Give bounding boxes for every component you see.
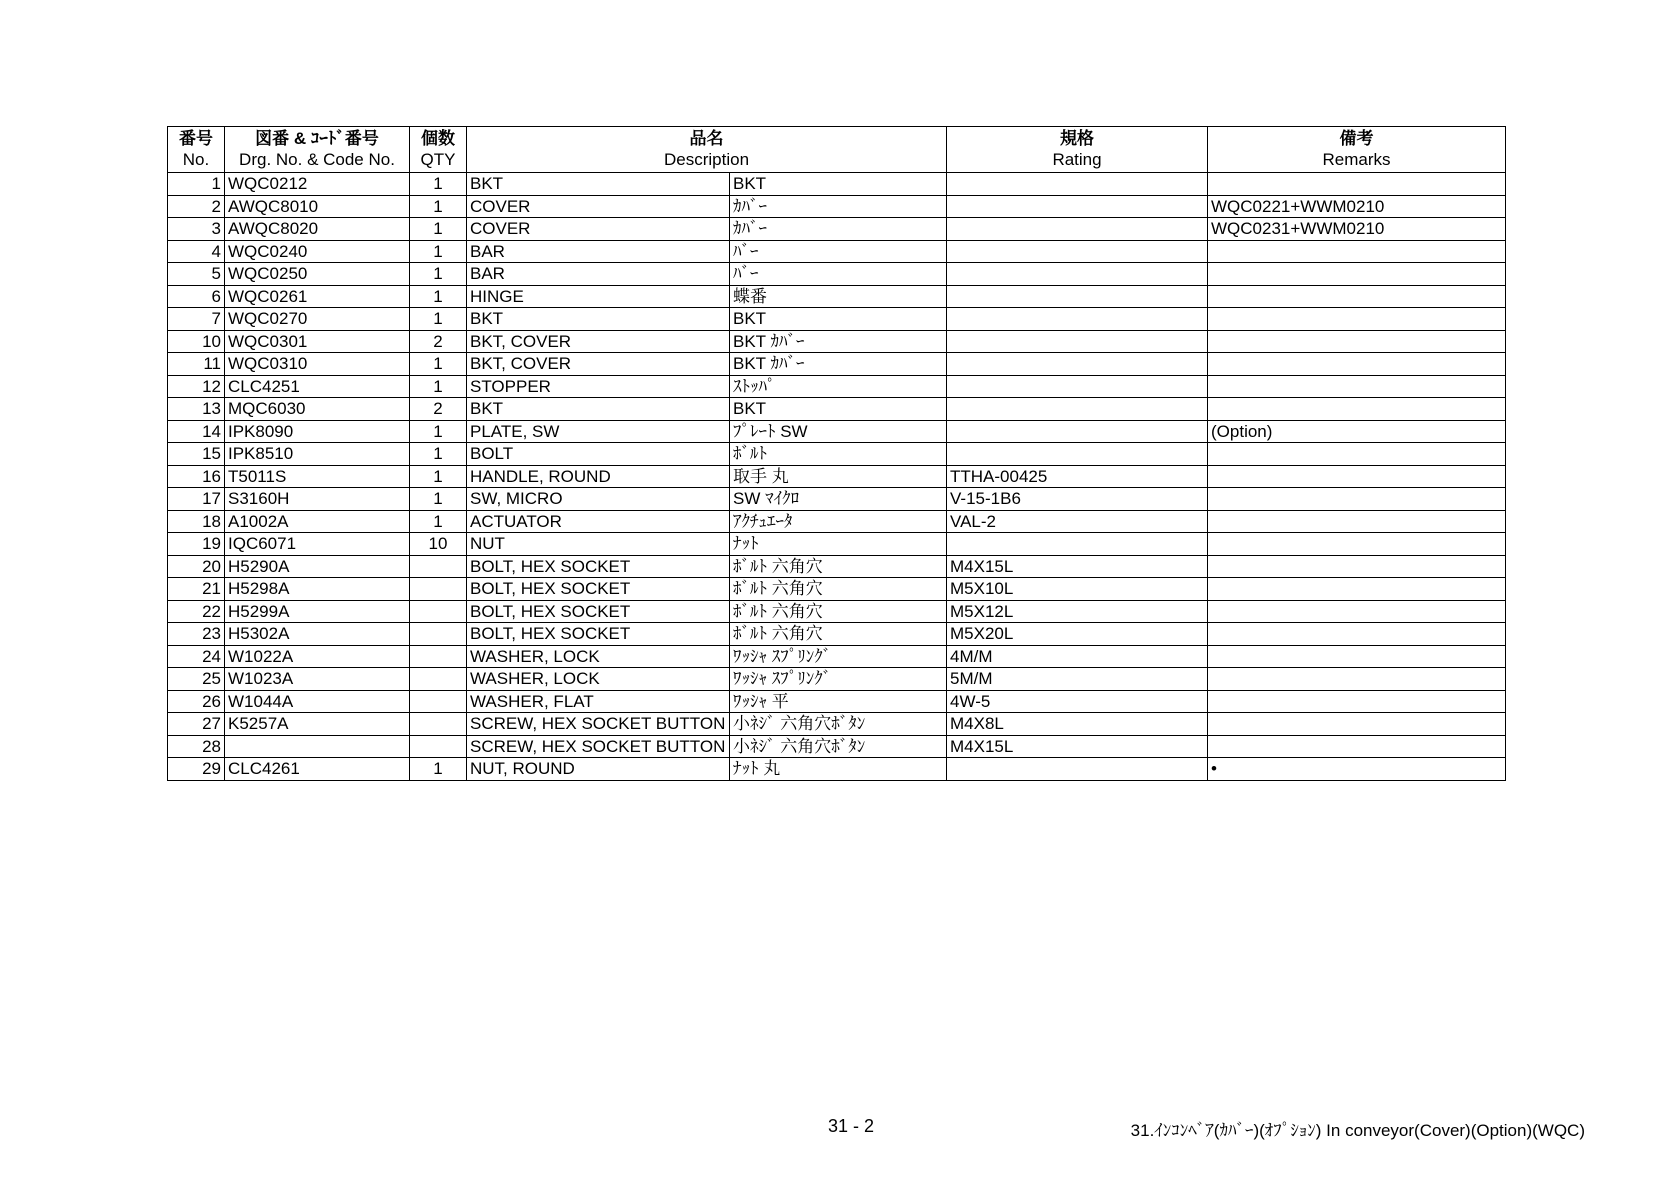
cell-remarks [1208,285,1506,308]
cell-remarks [1208,443,1506,466]
table-row [168,713,1506,736]
cell-desc-jp: ｱｸﾁｭｴｰﾀ [730,510,947,533]
cell-remarks [1208,173,1506,196]
cell-rating [947,533,1208,556]
cell-desc-en: STOPPER [467,375,730,398]
cell-code: H5290A [225,555,410,578]
cell-desc-en: BKT, COVER [467,353,730,376]
header-remarks-jp: 備考 [1339,129,1374,148]
table-row [168,375,1506,398]
cell-remarks [1208,668,1506,691]
cell-remarks: WQC0231+WWM0210 [1208,218,1506,241]
header-no [168,127,225,173]
cell-desc-jp: BKT [730,308,947,331]
cell-no: 24 [168,645,225,668]
cell-no: 10 [168,330,225,353]
cell-desc-jp: ﾊﾞｰ [730,240,947,263]
cell-rating: 4M/M [947,645,1208,668]
cell-rating: M4X15L [947,555,1208,578]
header-rating-jp: 規格 [1060,129,1095,148]
cell-qty [410,668,467,691]
cell-code: WQC0250 [225,263,410,286]
cell-code: W1022A [225,645,410,668]
cell-qty: 1 [410,308,467,331]
cell-rating [947,195,1208,218]
cell-remarks [1208,713,1506,736]
cell-desc-en: SCREW, HEX SOCKET BUTTON [467,713,730,736]
cell-remarks [1208,578,1506,601]
cell-desc-jp: BKT ｶﾊﾞｰ [730,330,947,353]
table-row [168,195,1506,218]
cell-rating [947,443,1208,466]
cell-code: MQC6030 [225,398,410,421]
table-row [168,488,1506,511]
cell-qty [410,623,467,646]
cell-qty: 1 [410,443,467,466]
cell-code [225,735,410,758]
table-row [168,533,1506,556]
cell-remarks [1208,465,1506,488]
table-row [168,623,1506,646]
header-description [467,127,947,173]
cell-no: 28 [168,735,225,758]
cell-code: WQC0240 [225,240,410,263]
cell-rating [947,285,1208,308]
cell-desc-jp: ﾜｯｼｬ 平 [730,690,947,713]
cell-desc-jp: BKT ｶﾊﾞｰ [730,353,947,376]
cell-no: 12 [168,375,225,398]
cell-desc-en: COVER [467,218,730,241]
cell-remarks [1208,375,1506,398]
cell-desc-jp: BKT [730,398,947,421]
cell-code: CLC4261 [225,758,410,781]
cell-desc-en: NUT, ROUND [467,758,730,781]
cell-code: A1002A [225,510,410,533]
header-rating-en: Rating [1052,150,1102,169]
cell-code: IPK8510 [225,443,410,466]
cell-remarks [1208,330,1506,353]
cell-remarks [1208,263,1506,286]
table-row [168,465,1506,488]
cell-desc-jp: 小ﾈｼﾞ 六角穴ﾎﾞﾀﾝ [730,735,947,758]
cell-code: W1044A [225,690,410,713]
cell-rating: M5X10L [947,578,1208,601]
cell-qty [410,578,467,601]
cell-rating: 4W-5 [947,690,1208,713]
header-rating [947,127,1208,173]
table-row [168,555,1506,578]
cell-remarks [1208,398,1506,421]
header-code-jp: 図番 & ｺｰﾄﾞ番号 [255,129,379,148]
table-row [168,398,1506,421]
header-remarks-en: Remarks [1322,150,1391,169]
cell-desc-jp: 取手 丸 [730,465,947,488]
cell-code: T5011S [225,465,410,488]
cell-desc-en: ACTUATOR [467,510,730,533]
cell-desc-en: BKT [467,173,730,196]
cell-rating: TTHA-00425 [947,465,1208,488]
cell-remarks [1208,600,1506,623]
cell-code: WQC0301 [225,330,410,353]
cell-rating: V-15-1B6 [947,488,1208,511]
cell-desc-jp: BKT [730,173,947,196]
cell-remarks [1208,353,1506,376]
table-row [168,308,1506,331]
cell-qty: 1 [410,510,467,533]
cell-desc-en: PLATE, SW [467,420,730,443]
cell-code: W1023A [225,668,410,691]
cell-qty [410,555,467,578]
cell-desc-jp: ﾎﾞﾙﾄ 六角穴 [730,623,947,646]
cell-remarks [1208,623,1506,646]
cell-desc-en: BOLT, HEX SOCKET [467,555,730,578]
cell-no: 18 [168,510,225,533]
cell-no: 5 [168,263,225,286]
cell-no: 27 [168,713,225,736]
cell-rating: M4X8L [947,713,1208,736]
cell-rating: M5X20L [947,623,1208,646]
cell-no: 3 [168,218,225,241]
header-no-jp: 番号 [179,129,213,148]
cell-desc-en: BKT [467,398,730,421]
cell-code: WQC0212 [225,173,410,196]
cell-desc-jp: ｽﾄｯﾊﾟ [730,375,947,398]
cell-desc-en: HINGE [467,285,730,308]
cell-desc-jp: 蝶番 [730,285,947,308]
cell-qty: 1 [410,353,467,376]
cell-desc-en: COVER [467,195,730,218]
cell-desc-en: BOLT [467,443,730,466]
cell-desc-en: SW, MICRO [467,488,730,511]
cell-desc-jp: SW ﾏｲｸﾛ [730,488,947,511]
cell-desc-jp: ﾅｯﾄ 丸 [730,758,947,781]
table-row [168,578,1506,601]
cell-rating [947,758,1208,781]
table-row [168,668,1506,691]
cell-remarks [1208,690,1506,713]
table-row [168,690,1506,713]
cell-remarks [1208,533,1506,556]
cell-code: WQC0261 [225,285,410,308]
table-row [168,173,1506,196]
parts-table [167,126,1506,781]
cell-desc-jp: ﾊﾞｰ [730,263,947,286]
cell-no: 22 [168,600,225,623]
table-row [168,353,1506,376]
cell-rating [947,330,1208,353]
cell-qty [410,645,467,668]
cell-qty [410,690,467,713]
cell-rating [947,353,1208,376]
cell-no: 25 [168,668,225,691]
cell-code: AWQC8020 [225,218,410,241]
table-row [168,443,1506,466]
cell-no: 2 [168,195,225,218]
cell-desc-en: WASHER, LOCK [467,668,730,691]
table-header-row [168,127,1506,173]
cell-desc-jp: ｶﾊﾞｰ [730,195,947,218]
cell-desc-jp: ﾎﾞﾙﾄ 六角穴 [730,578,947,601]
cell-rating: M4X15L [947,735,1208,758]
cell-desc-en: BKT, COVER [467,330,730,353]
cell-qty [410,735,467,758]
cell-code: H5298A [225,578,410,601]
cell-code: S3160H [225,488,410,511]
header-code [225,127,410,173]
cell-desc-jp: ﾜｯｼｬ ｽﾌﾟﾘﾝｸﾞ [730,645,947,668]
cell-desc-jp: ｶﾊﾞｰ [730,218,947,241]
cell-code: CLC4251 [225,375,410,398]
cell-qty: 2 [410,330,467,353]
cell-desc-en: BOLT, HEX SOCKET [467,623,730,646]
cell-no: 26 [168,690,225,713]
cell-rating: M5X12L [947,600,1208,623]
cell-desc-en: NUT [467,533,730,556]
cell-desc-jp: ﾜｯｼｬ ｽﾌﾟﾘﾝｸﾞ [730,668,947,691]
table-row [168,218,1506,241]
header-desc-jp: 品名 [689,129,724,148]
cell-no: 29 [168,758,225,781]
cell-no: 17 [168,488,225,511]
cell-desc-en: BOLT, HEX SOCKET [467,578,730,601]
cell-desc-en: BOLT, HEX SOCKET [467,600,730,623]
cell-rating [947,308,1208,331]
cell-code: WQC0310 [225,353,410,376]
cell-qty: 1 [410,758,467,781]
header-remarks [1208,127,1506,173]
cell-qty [410,713,467,736]
cell-rating [947,218,1208,241]
cell-no: 13 [168,398,225,421]
cell-qty: 2 [410,398,467,421]
header-qty [410,127,467,173]
cell-desc-en: BAR [467,240,730,263]
cell-no: 21 [168,578,225,601]
cell-remarks [1208,645,1506,668]
cell-qty: 1 [410,488,467,511]
table-row [168,645,1506,668]
table-row [168,758,1506,781]
cell-rating [947,375,1208,398]
cell-rating [947,420,1208,443]
cell-code: IQC6071 [225,533,410,556]
cell-code: IPK8090 [225,420,410,443]
cell-qty: 1 [410,173,467,196]
table-row [168,600,1506,623]
cell-no: 19 [168,533,225,556]
cell-remarks: (Option) [1208,420,1506,443]
cell-qty [410,600,467,623]
table-row [168,420,1506,443]
cell-rating [947,240,1208,263]
section-title: 31.ｲﾝｺﾝﾍﾞｱ(ｶﾊﾞｰ)(ｵﾌﾟｼｮﾝ) In conveyor(Cover)(Option)(WQC) [1130,1121,1585,1140]
cell-qty: 1 [410,420,467,443]
page-number: 31 - 2 [828,1116,875,1136]
cell-no: 7 [168,308,225,331]
cell-qty: 10 [410,533,467,556]
cell-remarks: WQC0221+WWM0210 [1208,195,1506,218]
cell-remarks [1208,510,1506,533]
cell-desc-en: WASHER, LOCK [467,645,730,668]
cell-desc-en: HANDLE, ROUND [467,465,730,488]
cell-remarks: • [1208,758,1506,781]
cell-qty: 1 [410,285,467,308]
cell-no: 4 [168,240,225,263]
cell-code: H5299A [225,600,410,623]
cell-remarks [1208,308,1506,331]
cell-desc-jp: ﾅｯﾄ [730,533,947,556]
cell-remarks [1208,240,1506,263]
cell-code: K5257A [225,713,410,736]
cell-desc-en: BKT [467,308,730,331]
cell-desc-en: SCREW, HEX SOCKET BUTTON [467,735,730,758]
cell-desc-jp: 小ﾈｼﾞ 六角穴ﾎﾞﾀﾝ [730,713,947,736]
cell-qty: 1 [410,465,467,488]
cell-code: H5302A [225,623,410,646]
table-row [168,330,1506,353]
table-row [168,263,1506,286]
cell-qty: 1 [410,375,467,398]
cell-rating [947,398,1208,421]
cell-no: 15 [168,443,225,466]
cell-desc-jp: ﾎﾞﾙﾄ [730,443,947,466]
cell-no: 14 [168,420,225,443]
table-row [168,510,1506,533]
header-qty-jp: 個数 [421,129,455,148]
cell-remarks [1208,555,1506,578]
cell-qty: 1 [410,263,467,286]
table-row [168,735,1506,758]
cell-desc-jp: ﾎﾞﾙﾄ 六角穴 [730,555,947,578]
cell-no: 6 [168,285,225,308]
cell-desc-en: WASHER, FLAT [467,690,730,713]
cell-no: 20 [168,555,225,578]
cell-qty: 1 [410,195,467,218]
cell-rating [947,263,1208,286]
cell-rating: VAL-2 [947,510,1208,533]
cell-no: 23 [168,623,225,646]
cell-no: 11 [168,353,225,376]
cell-no: 16 [168,465,225,488]
table-row [168,285,1506,308]
table-row [168,240,1506,263]
cell-desc-jp: ﾌﾟﾚｰﾄ SW [730,420,947,443]
header-code-en: Drg. No. & Code No. [239,150,395,169]
cell-code: WQC0270 [225,308,410,331]
cell-qty: 1 [410,218,467,241]
cell-rating: 5M/M [947,668,1208,691]
cell-qty: 1 [410,240,467,263]
cell-remarks [1208,735,1506,758]
cell-rating [947,173,1208,196]
cell-remarks [1208,488,1506,511]
cell-desc-en: BAR [467,263,730,286]
header-desc-en: Description [663,150,750,169]
header-no-en: No. [182,150,210,169]
cell-code: AWQC8010 [225,195,410,218]
cell-desc-jp: ﾎﾞﾙﾄ 六角穴 [730,600,947,623]
parts-table-body [168,173,1506,781]
cell-no: 1 [168,173,225,196]
header-qty-en: QTY [420,150,456,169]
